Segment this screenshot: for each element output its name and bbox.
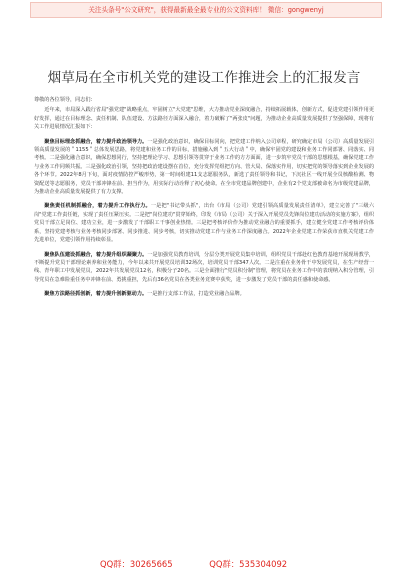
paragraph-lead: 聚焦方法路径抓创新，着力提升创新驱动力。 <box>44 291 148 298</box>
document-body <box>34 96 374 305</box>
paragraph <box>34 138 374 197</box>
paragraph <box>34 202 374 244</box>
paragraph-lead: 聚焦目标理念抓融合，着力提升政治领导力。 <box>44 138 148 145</box>
footer-contact <box>100 557 360 571</box>
paragraph-text: 近年来，市局深入践行省局"强党建"战略重点，牢固树立"大党建"思维，大力推动党业深度融合，持续拓展载体，创新方式，促进党建引领作用更好发挥，通过在目标理念、责任机制、队伍建设、方法路径方面深入融合，着力破解了"两张皮"问题，为推动企业高质量发展提供了坚强保障，现将有关工作进展情况汇报如下： <box>34 107 374 131</box>
salutation: 尊敬的各位领导，同志们： <box>34 97 96 103</box>
paragraph-text: 一是加强党员教育培训，分层分类开展党员集中培训，组织党员干部赴红色教育基地开展现场教学，不断提升党员干部理论素养和业务能力，今年以来共开展党员培训32场次，培训党员干部347人次。二是注重在业务骨干中发展党员，在生产经营一线、青年职工中发展党员，2022年共发展党员12名，积极分子20名。三是全面推行"党员积分制"管理，将党员在业务工作中的表现纳入积分管理，引导党员在急难险重任务中冲锋在前、勇挑重担，先后有36名党员在各类业务竞赛中获奖，进一步激发了党员干部的责任感和使命感。 <box>34 251 375 283</box>
paragraph <box>34 106 374 131</box>
paragraph-text: 一是推行支部工作法，打造党业融合品牌。 <box>147 291 245 298</box>
paragraph-lead: 聚焦责任机制抓融合，着力提升工作执行力。 <box>44 203 151 210</box>
paragraph-text: 一是把"书记带头抓"，出台《市局（公司）党建引领高质量发展责任清单》，建立完善了"三级六岗"党建工作责任链，实现了责任压紧压实。二是把"岗位建功"贯穿始终，印发《市局（公司）关于深入开展党员先锋岗位建功活动的实施方案》，组织党员干部立足岗位、建功立业，进一步激发了干部职工干事创业热情。三是把考核评价作为推动党业融合的重要抓手，建立健全党建工作考核评价体系，坚持党建考核与业务考核同步部署、同步推进、同步考核，切实推动党建工作与业务工作深度融合。2022年企业党建工作荣获市直机关党建工作先进单位，党建引领作用持续彰显。 <box>34 203 375 244</box>
paragraph <box>34 251 374 285</box>
top-banner <box>30 2 382 18</box>
qq-group-right: QQ群：535304092 <box>209 559 288 569</box>
paragraph-text: 一是强化政治意识，确保目标同向，把党建工作纳入公司章程，研究确定市局（公司）高质量发展引领高质量发展的＂1155＂总体发展思路，将党建和业务工作的目标，措施融入到＂五大行动＂中，确保牢固党的建设和业务工作同部署、同落实、同考核。二是强化融合意识，确保思想同行，坚持把理论学习、思想引领等贯穿于业务工作的方方面面，进一步筑牢党员干部的思想根基，确保党建工作与业务工作同频共振。三是强化政治引领，坚持把政治建设摆在首位，充分发挥党组把方向、管大局、保落实作用，切实把党的领导落实到企业发展的各个环节。2022年8月下旬，面对疫情防控严峻形势，第一时间组建11支志愿服务队，新选了责任领导和书记，下沉社区一线开展全员核酸检测、物资配送等志愿服务，党员干部冲锋在前、担当作为，用实际行动诠释了初心使命。在全市党建品牌创建中，企业有2个党支部被命名为市级党建品牌，为推动企业高质量发展提供了有力支撑。 <box>34 138 375 196</box>
banner-text: 关注头条号"公文研究"，获得最新最全最专业的公文资料库！ 微信：gongwenyj <box>88 6 324 14</box>
document-title: 烟草局在全市机关党的建设工作推进会上的汇报发言 <box>47 70 361 86</box>
paragraph <box>34 290 374 298</box>
paragraph-lead: 聚焦队伍建设抓融合，着力提升组织凝聚力。 <box>44 251 148 258</box>
qq-group-left: QQ群：30265665 <box>100 559 173 569</box>
